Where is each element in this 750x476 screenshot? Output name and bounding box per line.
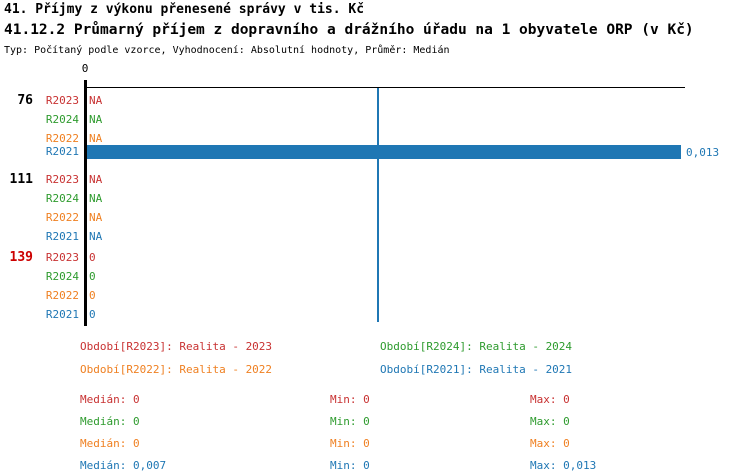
legend-item: Období[R2021]: Realita - 2021 bbox=[380, 363, 573, 376]
series-value: NA bbox=[89, 192, 103, 205]
series-value: 0 bbox=[89, 270, 96, 283]
series-label: R2022 bbox=[45, 211, 79, 224]
series-label: R2024 bbox=[45, 113, 79, 126]
bar-value-label: 0,013 bbox=[686, 146, 720, 159]
y-axis-line bbox=[84, 80, 87, 326]
page-title: 41. Příjmy z výkonu přenesené správy v tis. Kč bbox=[4, 2, 365, 17]
stat-max: Max: 0 bbox=[530, 437, 570, 450]
group-label: 76 bbox=[17, 93, 33, 108]
stat-min: Min: 0 bbox=[330, 459, 370, 472]
stat-min: Min: 0 bbox=[330, 437, 370, 450]
stat-max: Max: 0 bbox=[530, 393, 570, 406]
series-value: NA bbox=[89, 211, 103, 224]
series-label: R2024 bbox=[45, 192, 79, 205]
stat-max: Max: 0 bbox=[530, 415, 570, 428]
series-value: 0 bbox=[89, 308, 96, 321]
stat-median: Medián: 0,007 bbox=[80, 459, 167, 472]
stat-min: Min: 0 bbox=[330, 393, 370, 406]
series-label: R2022 bbox=[45, 289, 79, 302]
vertical-marker-line bbox=[377, 88, 379, 322]
series-label: R2021 bbox=[45, 230, 79, 243]
stat-median: Medián: 0 bbox=[80, 415, 140, 428]
legend-item: Období[R2023]: Realita - 2023 bbox=[80, 340, 273, 353]
stat-max: Max: 0,013 bbox=[530, 459, 597, 472]
series-value: NA bbox=[89, 230, 103, 243]
stat-median: Medián: 0 bbox=[80, 437, 140, 450]
group-label-alert: 139 bbox=[9, 250, 33, 265]
series-value: NA bbox=[89, 94, 103, 107]
series-value: 0 bbox=[89, 289, 96, 302]
stat-min: Min: 0 bbox=[330, 415, 370, 428]
series-label: R2023 bbox=[45, 173, 79, 186]
series-label: R2023 bbox=[45, 251, 79, 264]
x-axis-line bbox=[84, 87, 685, 88]
value-bar bbox=[86, 145, 681, 159]
group-label: 111 bbox=[9, 172, 33, 187]
meta-line: Typ: Počítaný podle vzorce, Vyhodnocení: Absolutní hodnoty, Průměr: Medián bbox=[4, 45, 450, 56]
x-axis-zero-tick-label: 0 bbox=[81, 62, 89, 75]
page-subtitle: 41.12.2 Průmarný příjem z dopravního a drážního úřadu na 1 obyvatele ORP (v Kč) bbox=[4, 22, 694, 38]
series-label: R2021 bbox=[45, 145, 79, 158]
series-value: 0 bbox=[89, 251, 96, 264]
series-label: R2022 bbox=[45, 132, 79, 145]
stat-median: Medián: 0 bbox=[80, 393, 140, 406]
legend-item: Období[R2022]: Realita - 2022 bbox=[80, 363, 273, 376]
series-label: R2023 bbox=[45, 94, 79, 107]
series-label: R2021 bbox=[45, 308, 79, 321]
series-value: NA bbox=[89, 113, 103, 126]
series-value: NA bbox=[89, 132, 103, 145]
legend-item: Období[R2024]: Realita - 2024 bbox=[380, 340, 573, 353]
series-label: R2024 bbox=[45, 270, 79, 283]
series-value: NA bbox=[89, 173, 103, 186]
